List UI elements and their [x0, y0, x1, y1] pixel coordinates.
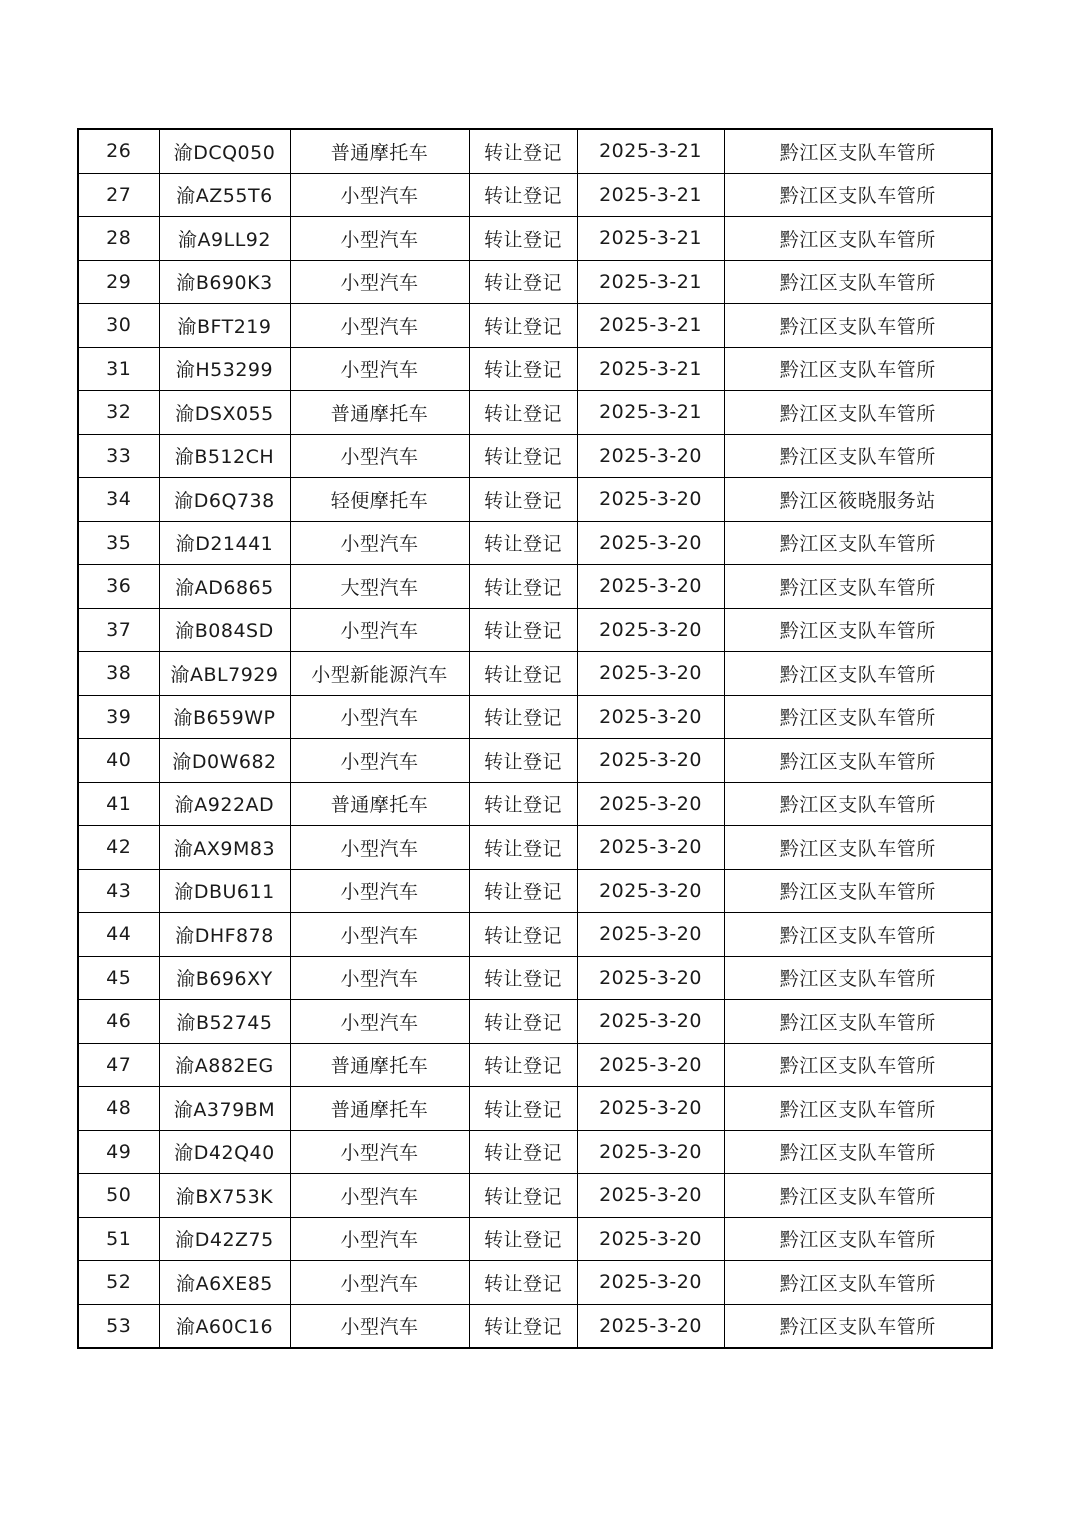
business-type-cell: 转让登记 — [469, 956, 577, 1000]
business-type-cell: 转让登记 — [469, 304, 577, 348]
vehicle-type-cell: 普通摩托车 — [290, 1043, 469, 1087]
row-number-cell: 40 — [78, 739, 159, 783]
handling-office-cell: 黔江区筱晓服务站 — [724, 478, 992, 522]
registration-date-cell: 2025-3-21 — [577, 260, 724, 304]
business-type-cell: 转让登记 — [469, 826, 577, 870]
business-type-cell: 转让登记 — [469, 391, 577, 435]
handling-office-cell: 黔江区支队车管所 — [724, 1217, 992, 1261]
plate-number-cell: 渝B52745 — [159, 1000, 290, 1044]
business-type-cell: 转让登记 — [469, 608, 577, 652]
handling-office-cell: 黔江区支队车管所 — [724, 1043, 992, 1087]
handling-office-cell: 黔江区支队车管所 — [724, 521, 992, 565]
business-type-cell: 转让登记 — [469, 869, 577, 913]
plate-number-cell: 渝AD6865 — [159, 565, 290, 609]
table-row — [78, 217, 992, 261]
row-number-cell: 38 — [78, 652, 159, 696]
plate-number-cell: 渝B084SD — [159, 608, 290, 652]
plate-number-cell: 渝DCQ050 — [159, 129, 290, 173]
vehicle-type-cell: 小型汽车 — [290, 956, 469, 1000]
table-row — [78, 1217, 992, 1261]
vehicle-type-cell: 小型汽车 — [290, 173, 469, 217]
vehicle-type-cell: 小型汽车 — [290, 434, 469, 478]
handling-office-cell: 黔江区支队车管所 — [724, 652, 992, 696]
registration-date-cell: 2025-3-20 — [577, 478, 724, 522]
business-type-cell: 转让登记 — [469, 652, 577, 696]
handling-office-cell: 黔江区支队车管所 — [724, 1000, 992, 1044]
handling-office-cell: 黔江区支队车管所 — [724, 1304, 992, 1348]
registration-date-cell: 2025-3-20 — [577, 1043, 724, 1087]
vehicle-type-cell: 小型汽车 — [290, 1174, 469, 1218]
registration-date-cell: 2025-3-20 — [577, 1000, 724, 1044]
plate-number-cell: 渝D6Q738 — [159, 478, 290, 522]
business-type-cell: 转让登记 — [469, 1087, 577, 1131]
plate-number-cell: 渝A60C16 — [159, 1304, 290, 1348]
vehicle-type-cell: 小型汽车 — [290, 869, 469, 913]
row-number-cell: 34 — [78, 478, 159, 522]
vehicle-type-cell: 小型汽车 — [290, 521, 469, 565]
vehicle-type-cell: 小型新能源汽车 — [290, 652, 469, 696]
handling-office-cell: 黔江区支队车管所 — [724, 826, 992, 870]
table-row — [78, 1000, 992, 1044]
handling-office-cell: 黔江区支队车管所 — [724, 1174, 992, 1218]
row-number-cell: 51 — [78, 1217, 159, 1261]
vehicle-type-cell: 小型汽车 — [290, 1000, 469, 1044]
registration-date-cell: 2025-3-20 — [577, 1174, 724, 1218]
registration-date-cell: 2025-3-20 — [577, 1087, 724, 1131]
registration-date-cell: 2025-3-21 — [577, 173, 724, 217]
registration-date-cell: 2025-3-20 — [577, 695, 724, 739]
row-number-cell: 41 — [78, 782, 159, 826]
table-row — [78, 173, 992, 217]
vehicle-type-cell: 普通摩托车 — [290, 391, 469, 435]
business-type-cell: 转让登记 — [469, 1174, 577, 1218]
handling-office-cell: 黔江区支队车管所 — [724, 695, 992, 739]
plate-number-cell: 渝A882EG — [159, 1043, 290, 1087]
vehicle-type-cell: 普通摩托车 — [290, 129, 469, 173]
business-type-cell: 转让登记 — [469, 565, 577, 609]
row-number-cell: 39 — [78, 695, 159, 739]
business-type-cell: 转让登记 — [469, 1217, 577, 1261]
table-row — [78, 521, 992, 565]
business-type-cell: 转让登记 — [469, 1130, 577, 1174]
row-number-cell: 35 — [78, 521, 159, 565]
plate-number-cell: 渝BFT219 — [159, 304, 290, 348]
business-type-cell: 转让登记 — [469, 478, 577, 522]
registration-date-cell: 2025-3-20 — [577, 782, 724, 826]
vehicle-type-cell: 小型汽车 — [290, 347, 469, 391]
business-type-cell: 转让登记 — [469, 173, 577, 217]
handling-office-cell: 黔江区支队车管所 — [724, 347, 992, 391]
registration-date-cell: 2025-3-21 — [577, 347, 724, 391]
handling-office-cell: 黔江区支队车管所 — [724, 913, 992, 957]
plate-number-cell: 渝DBU611 — [159, 869, 290, 913]
business-type-cell: 转让登记 — [469, 217, 577, 261]
plate-number-cell: 渝B659WP — [159, 695, 290, 739]
handling-office-cell: 黔江区支队车管所 — [724, 129, 992, 173]
plate-number-cell: 渝DSX055 — [159, 391, 290, 435]
row-number-cell: 48 — [78, 1087, 159, 1131]
table-row — [78, 1043, 992, 1087]
business-type-cell: 转让登记 — [469, 347, 577, 391]
row-number-cell: 27 — [78, 173, 159, 217]
table-row — [78, 1261, 992, 1305]
table-row — [78, 1130, 992, 1174]
plate-number-cell: 渝B690K3 — [159, 260, 290, 304]
vehicle-type-cell: 大型汽车 — [290, 565, 469, 609]
vehicle-type-cell: 轻便摩托车 — [290, 478, 469, 522]
vehicle-type-cell: 小型汽车 — [290, 217, 469, 261]
handling-office-cell: 黔江区支队车管所 — [724, 565, 992, 609]
registration-date-cell: 2025-3-21 — [577, 129, 724, 173]
vehicle-type-cell: 小型汽车 — [290, 304, 469, 348]
registration-date-cell: 2025-3-20 — [577, 565, 724, 609]
handling-office-cell: 黔江区支队车管所 — [724, 1261, 992, 1305]
plate-number-cell: 渝BX753K — [159, 1174, 290, 1218]
business-type-cell: 转让登记 — [469, 434, 577, 478]
vehicle-type-cell: 小型汽车 — [290, 739, 469, 783]
plate-number-cell: 渝D42Q40 — [159, 1130, 290, 1174]
vehicle-type-cell: 小型汽车 — [290, 1261, 469, 1305]
vehicle-transfer-table — [77, 128, 993, 1349]
registration-date-cell: 2025-3-20 — [577, 1130, 724, 1174]
business-type-cell: 转让登记 — [469, 913, 577, 957]
table-row — [78, 913, 992, 957]
vehicle-type-cell: 小型汽车 — [290, 260, 469, 304]
business-type-cell: 转让登记 — [469, 695, 577, 739]
business-type-cell: 转让登记 — [469, 1261, 577, 1305]
registration-date-cell: 2025-3-21 — [577, 391, 724, 435]
row-number-cell: 47 — [78, 1043, 159, 1087]
vehicle-type-cell: 小型汽车 — [290, 913, 469, 957]
registration-date-cell: 2025-3-20 — [577, 521, 724, 565]
row-number-cell: 30 — [78, 304, 159, 348]
handling-office-cell: 黔江区支队车管所 — [724, 869, 992, 913]
registration-date-cell: 2025-3-21 — [577, 217, 724, 261]
row-number-cell: 45 — [78, 956, 159, 1000]
business-type-cell: 转让登记 — [469, 129, 577, 173]
handling-office-cell: 黔江区支队车管所 — [724, 217, 992, 261]
row-number-cell: 37 — [78, 608, 159, 652]
table-row — [78, 652, 992, 696]
registration-date-cell: 2025-3-20 — [577, 956, 724, 1000]
registration-date-cell: 2025-3-20 — [577, 652, 724, 696]
table-row — [78, 782, 992, 826]
handling-office-cell: 黔江区支队车管所 — [724, 260, 992, 304]
row-number-cell: 52 — [78, 1261, 159, 1305]
row-number-cell: 26 — [78, 129, 159, 173]
table-row — [78, 739, 992, 783]
table-row — [78, 304, 992, 348]
business-type-cell: 转让登记 — [469, 782, 577, 826]
registration-date-cell: 2025-3-20 — [577, 739, 724, 783]
table-row — [78, 391, 992, 435]
plate-number-cell: 渝A9LL92 — [159, 217, 290, 261]
handling-office-cell: 黔江区支队车管所 — [724, 1130, 992, 1174]
handling-office-cell: 黔江区支队车管所 — [724, 782, 992, 826]
registration-date-cell: 2025-3-21 — [577, 304, 724, 348]
business-type-cell: 转让登记 — [469, 260, 577, 304]
registration-date-cell: 2025-3-20 — [577, 608, 724, 652]
registration-date-cell: 2025-3-20 — [577, 1304, 724, 1348]
row-number-cell: 33 — [78, 434, 159, 478]
business-type-cell: 转让登记 — [469, 739, 577, 783]
plate-number-cell: 渝B512CH — [159, 434, 290, 478]
business-type-cell: 转让登记 — [469, 1000, 577, 1044]
business-type-cell: 转让登记 — [469, 1304, 577, 1348]
registration-date-cell: 2025-3-20 — [577, 1217, 724, 1261]
plate-number-cell: 渝H53299 — [159, 347, 290, 391]
table-row — [78, 565, 992, 609]
business-type-cell: 转让登记 — [469, 521, 577, 565]
plate-number-cell: 渝D21441 — [159, 521, 290, 565]
plate-number-cell: 渝D42Z75 — [159, 1217, 290, 1261]
plate-number-cell: 渝D0W682 — [159, 739, 290, 783]
registration-date-cell: 2025-3-20 — [577, 826, 724, 870]
row-number-cell: 53 — [78, 1304, 159, 1348]
registration-date-cell: 2025-3-20 — [577, 913, 724, 957]
vehicle-type-cell: 小型汽车 — [290, 608, 469, 652]
table-row — [78, 478, 992, 522]
table-row — [78, 869, 992, 913]
handling-office-cell: 黔江区支队车管所 — [724, 956, 992, 1000]
plate-number-cell: 渝A379BM — [159, 1087, 290, 1131]
table-row — [78, 1087, 992, 1131]
table-row — [78, 1304, 992, 1348]
handling-office-cell: 黔江区支队车管所 — [724, 608, 992, 652]
table-row — [78, 260, 992, 304]
business-type-cell: 转让登记 — [469, 1043, 577, 1087]
row-number-cell: 46 — [78, 1000, 159, 1044]
row-number-cell: 50 — [78, 1174, 159, 1218]
table-row — [78, 347, 992, 391]
table-row — [78, 608, 992, 652]
plate-number-cell: 渝A6XE85 — [159, 1261, 290, 1305]
handling-office-cell: 黔江区支队车管所 — [724, 304, 992, 348]
row-number-cell: 43 — [78, 869, 159, 913]
vehicle-type-cell: 小型汽车 — [290, 1217, 469, 1261]
plate-number-cell: 渝B696XY — [159, 956, 290, 1000]
plate-number-cell: 渝AZ55T6 — [159, 173, 290, 217]
plate-number-cell: 渝DHF878 — [159, 913, 290, 957]
vehicle-type-cell: 小型汽车 — [290, 1130, 469, 1174]
table-row — [78, 129, 992, 173]
table-row — [78, 956, 992, 1000]
row-number-cell: 36 — [78, 565, 159, 609]
row-number-cell: 29 — [78, 260, 159, 304]
row-number-cell: 28 — [78, 217, 159, 261]
registration-date-cell: 2025-3-20 — [577, 869, 724, 913]
table-row — [78, 695, 992, 739]
registration-date-cell: 2025-3-20 — [577, 1261, 724, 1305]
handling-office-cell: 黔江区支队车管所 — [724, 1087, 992, 1131]
vehicle-type-cell: 普通摩托车 — [290, 782, 469, 826]
row-number-cell: 44 — [78, 913, 159, 957]
handling-office-cell: 黔江区支队车管所 — [724, 434, 992, 478]
registration-date-cell: 2025-3-20 — [577, 434, 724, 478]
table-body — [78, 129, 992, 1348]
row-number-cell: 32 — [78, 391, 159, 435]
handling-office-cell: 黔江区支队车管所 — [724, 739, 992, 783]
vehicle-type-cell: 小型汽车 — [290, 1304, 469, 1348]
handling-office-cell: 黔江区支队车管所 — [724, 391, 992, 435]
table-row — [78, 826, 992, 870]
plate-number-cell: 渝ABL7929 — [159, 652, 290, 696]
vehicle-type-cell: 普通摩托车 — [290, 1087, 469, 1131]
plate-number-cell: 渝AX9M83 — [159, 826, 290, 870]
row-number-cell: 49 — [78, 1130, 159, 1174]
table-row — [78, 434, 992, 478]
vehicle-type-cell: 小型汽车 — [290, 695, 469, 739]
table-row — [78, 1174, 992, 1218]
row-number-cell: 31 — [78, 347, 159, 391]
row-number-cell: 42 — [78, 826, 159, 870]
vehicle-type-cell: 小型汽车 — [290, 826, 469, 870]
handling-office-cell: 黔江区支队车管所 — [724, 173, 992, 217]
plate-number-cell: 渝A922AD — [159, 782, 290, 826]
